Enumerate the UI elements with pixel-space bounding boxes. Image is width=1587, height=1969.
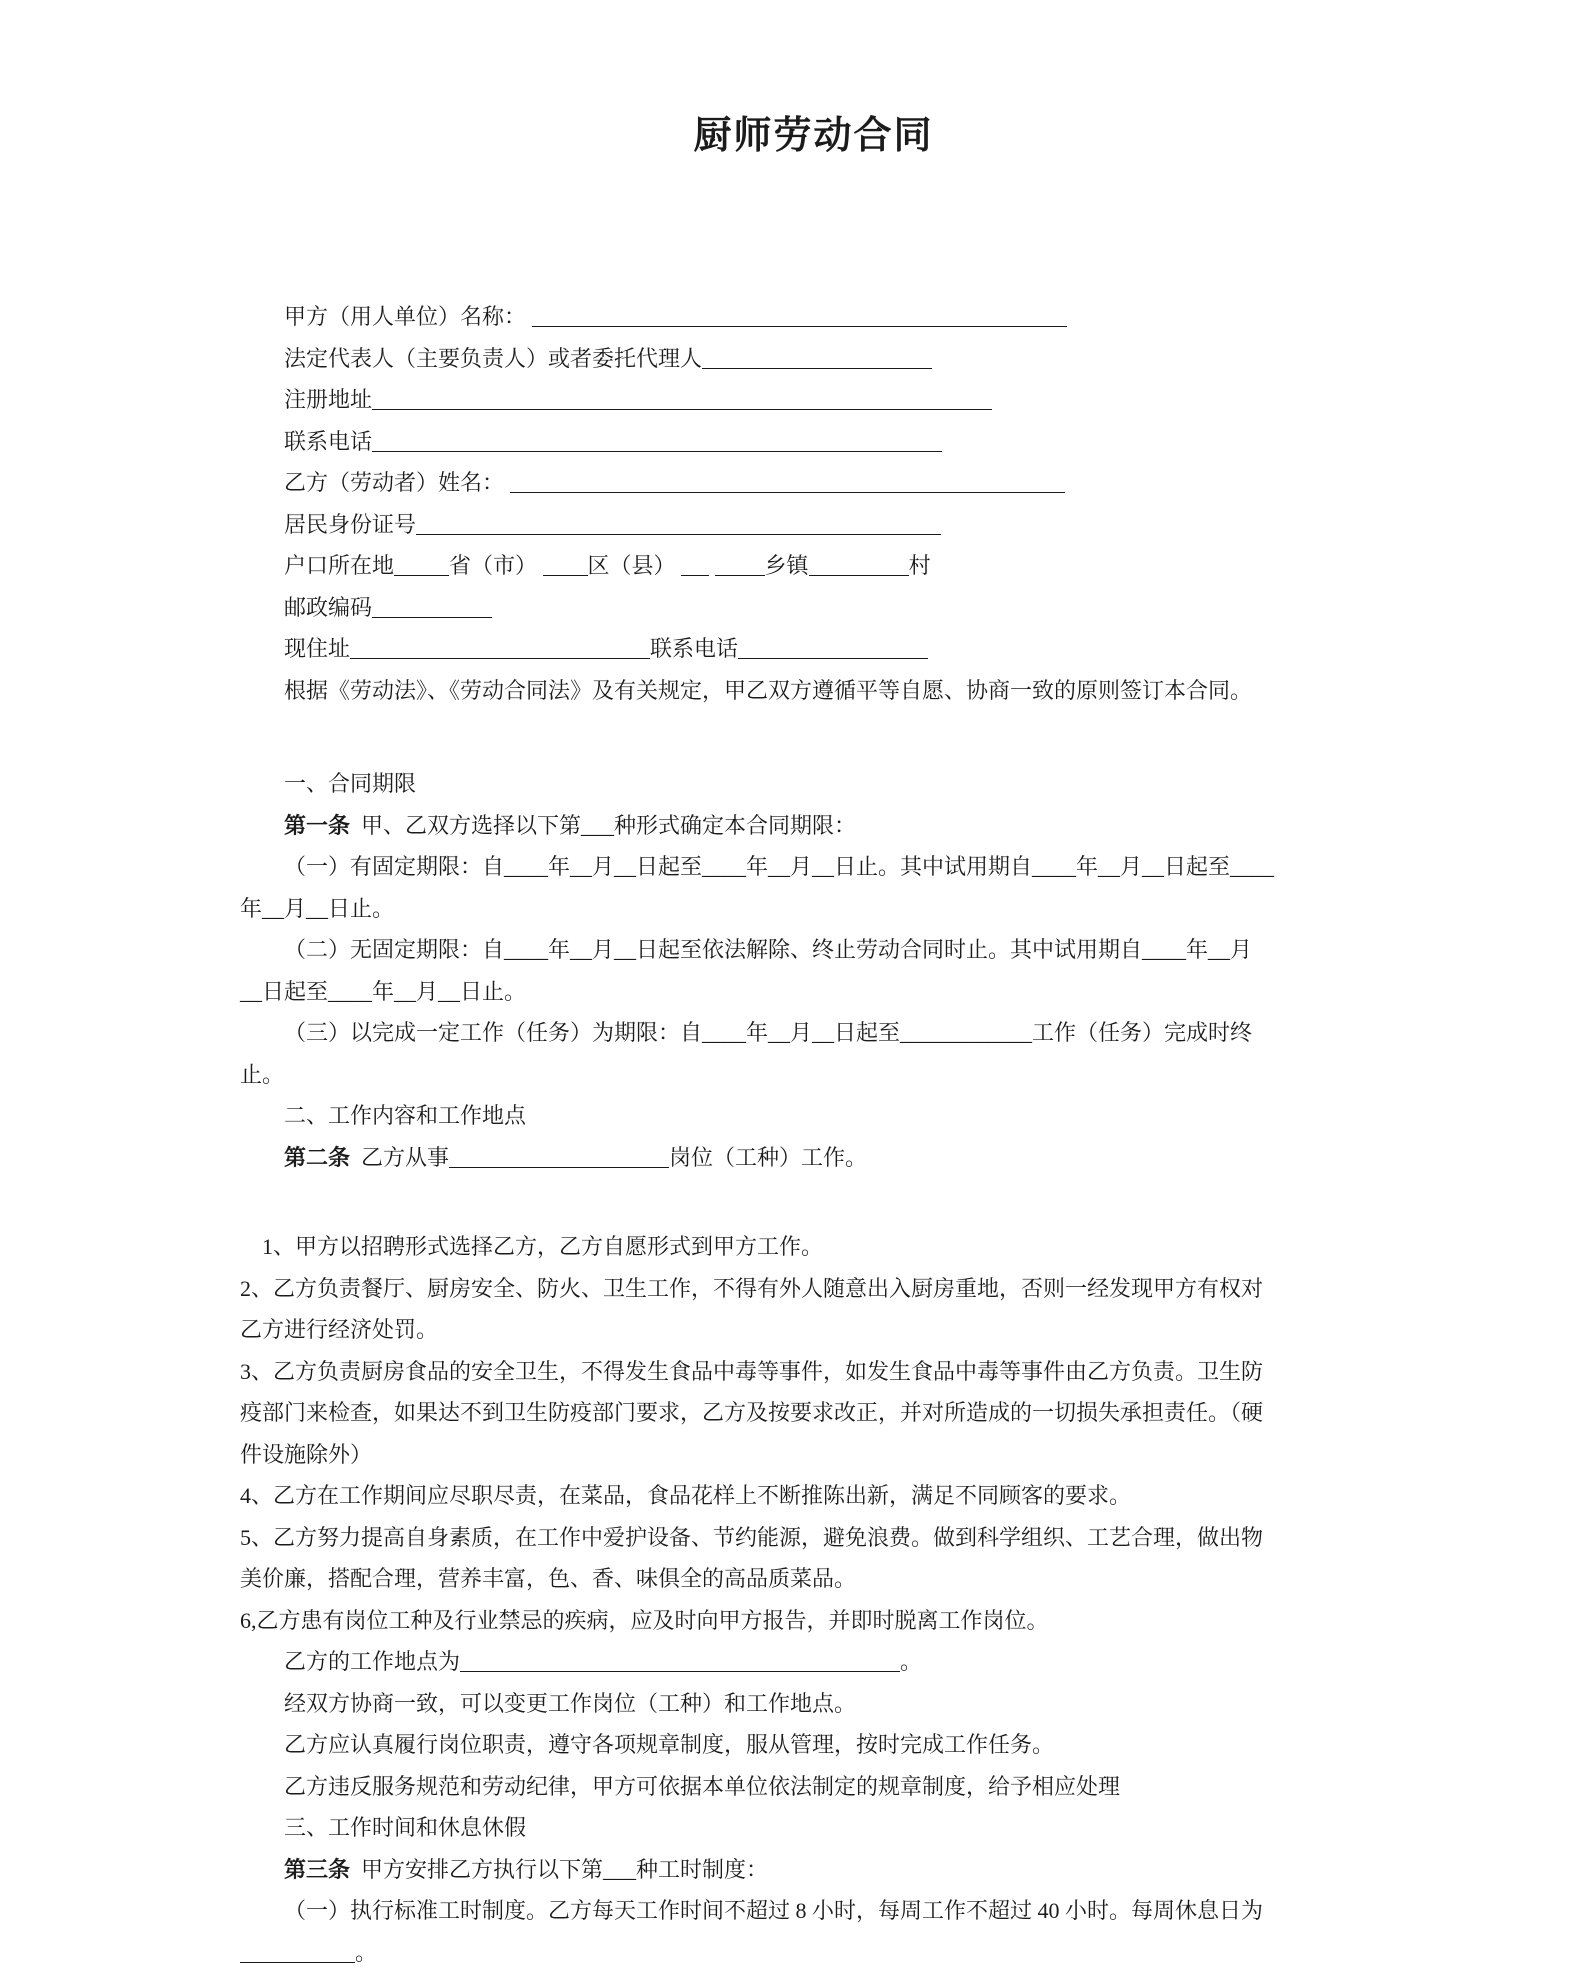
text-run: 乙方（劳动者）姓名： (284, 470, 510, 495)
text-run: 4、乙方在工作期间应尽职尽责，在菜品，食品花样上不断推陈出新，满足不同顾客的要求。 (240, 1483, 1132, 1508)
blank-underline-field (416, 520, 941, 535)
blank-underline-field (809, 561, 909, 576)
text-run: 甲、乙双方选择以下第___种形式确定本合同期限： (350, 812, 857, 838)
text-run: 。 (900, 1649, 923, 1674)
clause-number-label: 第一条 (284, 812, 351, 838)
text-run: 乙方从事 (350, 1144, 450, 1170)
paragraph-duty (240, 1724, 1387, 1766)
text-run: （二）无固定期限：自____年__月__日起至依法解除、终止劳动合同时止。其中试用期自____年__月 (284, 937, 1253, 962)
clause-2-item-2 (240, 1268, 1387, 1310)
clause-1 (240, 805, 1387, 847)
blank-underline-field (702, 354, 932, 369)
text-run: 省（市） (449, 553, 543, 578)
document-title: 厨师劳动合同 (693, 115, 934, 157)
text-run: 联系电话 (650, 636, 739, 661)
blank-underline-field (449, 1153, 669, 1168)
text-run: 件设施除外） (240, 1441, 373, 1467)
text-run: 1、甲方以招聘形式选择乙方，乙方自愿形式到甲方工作。 (262, 1234, 824, 1259)
field-registered-address (240, 379, 1387, 421)
field-legal-representative (240, 338, 1387, 380)
clause-1-option-2 (240, 929, 1387, 971)
text-run: 邮政编码 (284, 594, 373, 620)
text-run: __日起至____年__月__日止。 (240, 978, 527, 1004)
blank-underline-field (510, 478, 1065, 493)
text-run: 联系电话 (284, 428, 373, 454)
field-employer-name (240, 296, 1387, 338)
blank-underline-field (543, 561, 588, 576)
clause-2-item-5-wrap (240, 1558, 1387, 1600)
section-heading-1 (240, 763, 1387, 805)
blank-underline-field (372, 395, 992, 410)
text-run: 户口所在地 (284, 553, 395, 578)
text-run: 乙方应认真履行岗位职责，遵守各项规章制度，服从管理，按时完成工作任务。 (284, 1732, 1055, 1757)
blank-underline-field (738, 644, 928, 659)
blank-underline-field (240, 1948, 355, 1963)
blank-underline-field (350, 644, 650, 659)
clause-2-item-3-wrap-2 (240, 1434, 1387, 1476)
text-run: 。 (355, 1939, 378, 1965)
field-id-number (240, 504, 1387, 546)
blank-underline-field (460, 1657, 900, 1672)
section-heading-3 (240, 1807, 1387, 1849)
text-run: 6,乙方患有岗位工种及行业禁忌的疾病，应及时向甲方报告，并即时脱离工作岗位。 (240, 1607, 1049, 1633)
field-postal-code (240, 587, 1387, 629)
blank-underline-field (394, 561, 449, 576)
text-run: 止。 (240, 1061, 285, 1087)
clause-1-option-1 (240, 846, 1387, 888)
text-run: 乙方进行经济处罚。 (240, 1317, 439, 1342)
blank-underline-field (715, 561, 765, 576)
text-run: 甲方安排乙方执行以下第___种工时制度： (350, 1856, 769, 1882)
clause-3-option-1-wrap (240, 1932, 1387, 1969)
clause-number-label: 第二条 (284, 1144, 351, 1170)
clause-2-item-6 (240, 1600, 1387, 1642)
text-run: 年__月__日止。 (240, 895, 395, 921)
clause-1-option-1-wrap (240, 888, 1387, 930)
blank-underline-field (372, 603, 492, 618)
clause-1-option-2-wrap (240, 971, 1387, 1013)
text-run: 乙方违反服务规范和劳动纪律，甲方可依据本单位依法制定的规章制度，给予相应处理 (284, 1773, 1121, 1799)
text-run: 居民身份证号 (284, 511, 417, 537)
text-run: 二、工作内容和工作地点 (284, 1103, 527, 1128)
clause-2-item-4 (240, 1475, 1387, 1517)
clause-3-option-1 (240, 1890, 1387, 1932)
field-current-address (240, 628, 1387, 670)
clause-1-option-3-wrap (240, 1054, 1387, 1096)
text-run: 岗位（工种）工作。 (669, 1144, 868, 1170)
text-run: 经双方协商一致，可以变更工作岗位（工种）和工作地点。 (284, 1690, 857, 1716)
blank-underline-field (372, 437, 942, 452)
blank-underline-field (681, 561, 709, 576)
field-household-registration (240, 545, 1387, 587)
text-run: 三、工作时间和休息休假 (284, 1815, 527, 1840)
field-work-location (240, 1641, 1387, 1683)
text-run: 5、乙方努力提高自身素质，在工作中爱护设备、节约能源，避免浪费。做到科学组织、工艺合理，做出物 (240, 1524, 1264, 1550)
field-employee-name (240, 462, 1387, 504)
clause-2-item-3-wrap-1 (240, 1392, 1387, 1434)
document-body (240, 296, 1387, 1969)
text-run: 乡镇 (764, 553, 809, 578)
text-run: 甲方（用人单位）名称： (284, 304, 532, 329)
text-run: 美价廉，搭配合理，营养丰富，色、香、味俱全的高品质菜品。 (240, 1566, 857, 1591)
text-run: 根据《劳动法》、《劳动合同法》及有关规定，甲乙双方遵循平等自愿、协商一致的原则签订本合同。 (284, 677, 1253, 703)
paragraph-preamble (240, 670, 1387, 712)
clause-2-item-3 (240, 1351, 1387, 1393)
blank-underline-field (532, 312, 1067, 327)
clause-2-item-1 (240, 1226, 1387, 1268)
text-run: 2、乙方负责餐厅、厨房安全、防火、卫生工作，不得有外人随意出入厨房重地，否则一经发现甲方有权对 (240, 1275, 1264, 1301)
text-run: 3、乙方负责厨房食品的安全卫生，不得发生食品中毒等事件，如发生食品中毒等事件由乙方负责。卫生防 (240, 1358, 1264, 1384)
text-run: 法定代表人（主要负责人）或者委托代理人 (284, 345, 703, 371)
clause-1-option-3 (240, 1012, 1387, 1054)
text-run: 区（县） (587, 553, 682, 578)
paragraph-discipline (240, 1766, 1387, 1808)
clause-2-item-2-wrap (240, 1309, 1387, 1351)
clause-2-item-5 (240, 1517, 1387, 1559)
clause-2 (240, 1137, 1387, 1179)
paragraph-change-of-post (240, 1683, 1387, 1725)
field-employer-phone (240, 421, 1387, 463)
text-run: 乙方的工作地点为 (284, 1649, 461, 1674)
text-run: 注册地址 (284, 387, 373, 412)
text-run: （一）有固定期限：自____年__月__日起至____年__月__日止。其中试用期自____年__月__日起至____ (284, 854, 1275, 879)
clause-number-label: 第三条 (284, 1856, 351, 1882)
text-run: （一）执行标准工时制度。乙方每天工作时间不超过 8 小时，每周工作不超过 40 小时。每周休息日为 (284, 1898, 1264, 1923)
text-run: 现住址 (284, 636, 351, 661)
text-run: 村 (908, 553, 931, 578)
text-run: 一、合同期限 (284, 771, 417, 796)
section-heading-2 (240, 1095, 1387, 1137)
text-run: （三）以完成一定工作（任务）为期限：自____年__月__日起至____________工作（任务）完成时终 (284, 1020, 1253, 1045)
clause-3 (240, 1849, 1387, 1891)
text-run: 疫部门来检查，如果达不到卫生防疫部门要求，乙方及按要求改正，并对所造成的一切损失承担责任。（硬 (240, 1400, 1264, 1425)
